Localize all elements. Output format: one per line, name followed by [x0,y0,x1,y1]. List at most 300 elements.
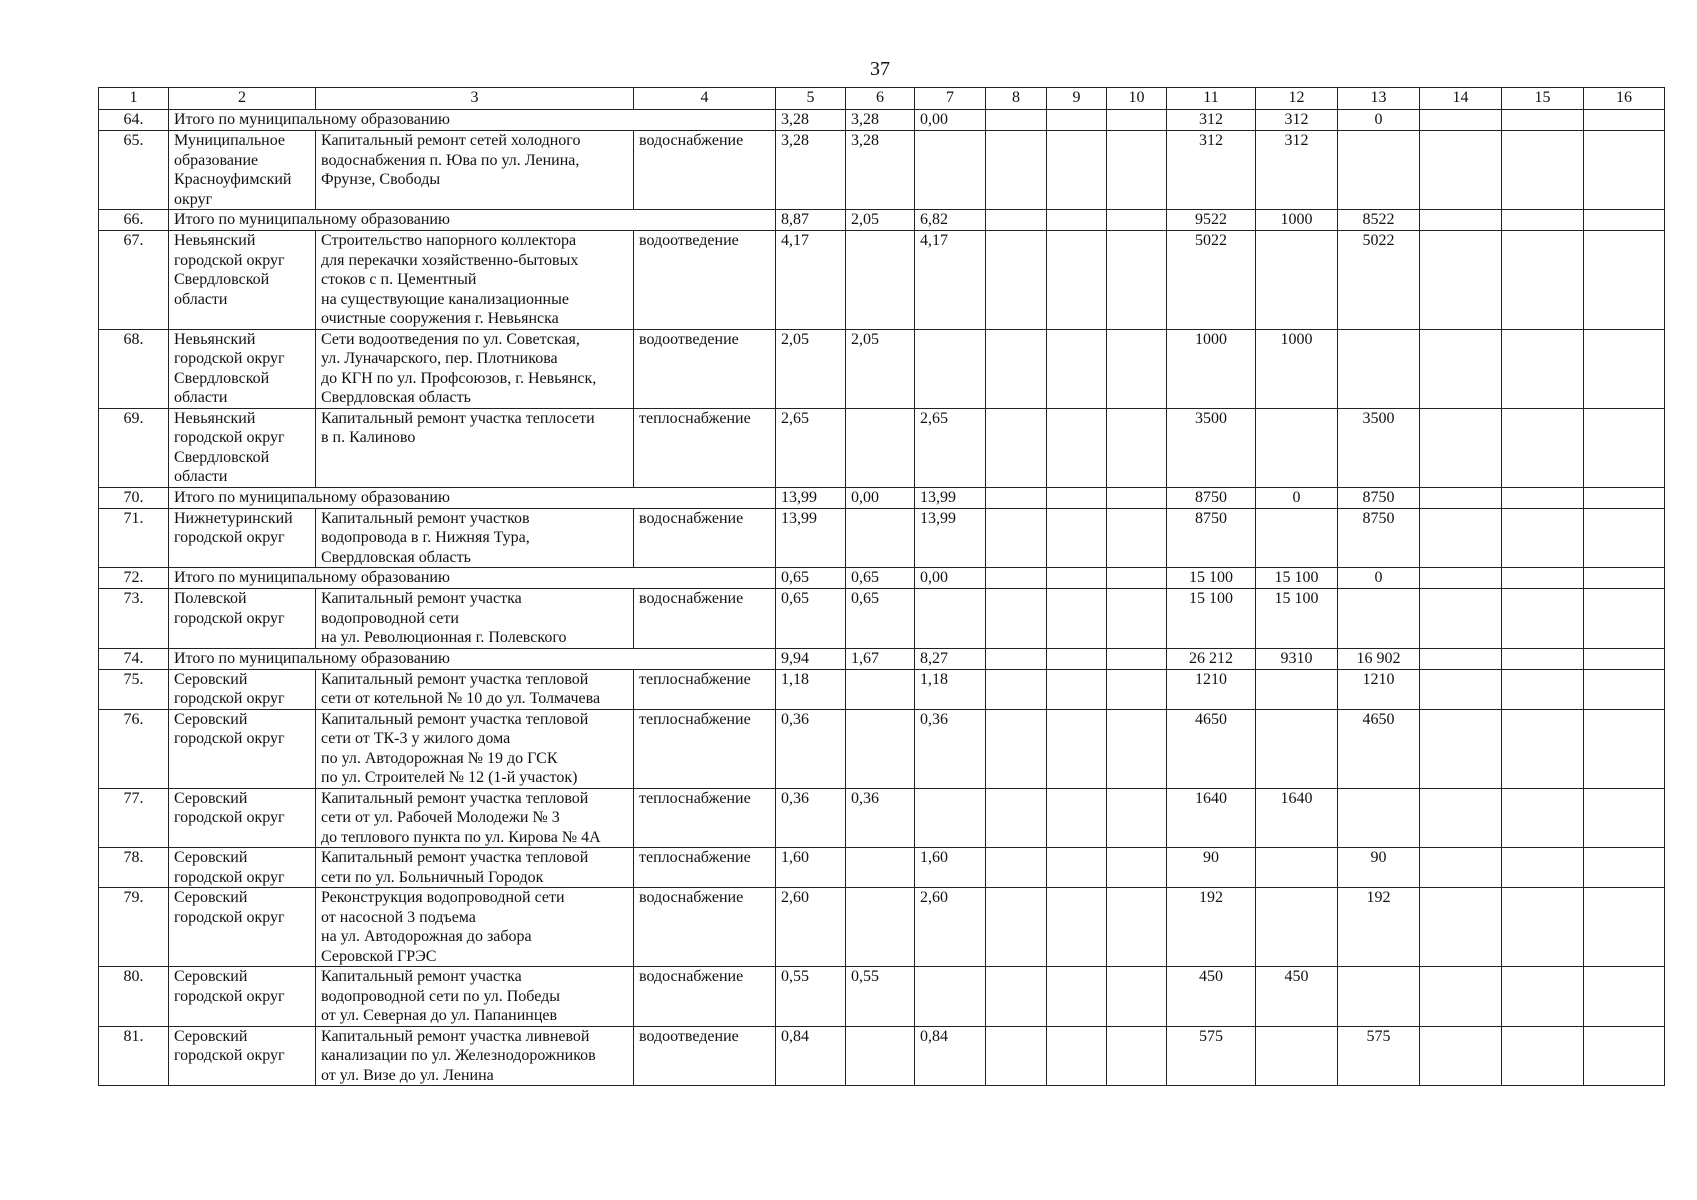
municipality-cell: Серовский городской округ [169,1026,316,1086]
total-row [99,648,1665,669]
empty-cell [1047,709,1107,788]
total-label-cell: Итого по муниципальному образованию [169,568,776,589]
object-cell: Капитальный ремонт участка водопроводной сети по ул. Победы от ул. Северная до ул. Папанинцев [316,967,634,1027]
empty-cell [1502,648,1584,669]
cost-total-cell: 0,65 [776,568,846,589]
amount-col13-cell: 5022 [1338,231,1420,330]
empty-cell [1420,848,1502,888]
empty-cell [1420,709,1502,788]
empty-cell [986,487,1047,508]
amount-col12-cell: 312 [1256,131,1338,210]
amount-col13-cell [1338,967,1420,1027]
empty-cell [1047,568,1107,589]
kind-cell: водоотведение [634,231,776,330]
cost-total-cell: 1,18 [776,669,846,709]
kind-cell: водоснабжение [634,888,776,967]
empty-cell [1502,329,1584,408]
kind-cell: водоснабжение [634,131,776,210]
cost-col6-cell [846,848,915,888]
municipality-cell: Серовский городской округ [169,709,316,788]
header-cell: 1 [99,88,169,110]
cost-total-cell: 0,36 [776,788,846,848]
cost-total-cell: 13,99 [776,508,846,568]
empty-cell [1107,589,1167,649]
cost-col6-cell: 0,65 [846,589,915,649]
empty-cell [1420,487,1502,508]
amount-col12-cell: 1000 [1256,329,1338,408]
empty-cell [1584,329,1665,408]
row-number-cell: 77. [99,788,169,848]
empty-cell [1502,487,1584,508]
empty-cell [1107,329,1167,408]
total-row [99,487,1665,508]
total-label-cell: Итого по муниципальному образованию [169,487,776,508]
amount-total-cell: 5022 [1167,231,1256,330]
amount-col13-cell [1338,329,1420,408]
amount-col13-cell: 4650 [1338,709,1420,788]
empty-cell [1584,888,1665,967]
object-cell: Капитальный ремонт участков водопровода в г. Нижняя Тура, Свердловская область [316,508,634,568]
municipality-cell: Полевской городской округ [169,589,316,649]
amount-col13-cell: 0 [1338,568,1420,589]
cost-total-cell: 0,65 [776,589,846,649]
amount-col12-cell: 1000 [1256,210,1338,231]
empty-cell [1047,648,1107,669]
empty-cell [986,589,1047,649]
cost-col7-cell [915,131,986,210]
cost-col7-cell: 2,60 [915,888,986,967]
empty-cell [1107,669,1167,709]
table-row [99,967,1665,1027]
empty-cell [1502,589,1584,649]
cost-total-cell: 4,17 [776,231,846,330]
cost-col7-cell: 0,00 [915,568,986,589]
header-cell: 13 [1338,88,1420,110]
row-number-cell: 71. [99,508,169,568]
amount-col13-cell: 8750 [1338,487,1420,508]
empty-cell [1047,589,1107,649]
amount-col13-cell [1338,788,1420,848]
empty-cell [986,648,1047,669]
header-cell: 8 [986,88,1047,110]
amount-col13-cell: 192 [1338,888,1420,967]
object-cell: Капитальный ремонт сетей холодного водоснабжения п. Юва по ул. Ленина, Фрунзе, Свободы [316,131,634,210]
empty-cell [1420,589,1502,649]
empty-cell [1420,131,1502,210]
empty-cell [1047,967,1107,1027]
municipality-cell: Серовский городской округ [169,888,316,967]
empty-cell [1420,648,1502,669]
amount-col12-cell [1256,231,1338,330]
row-number-cell: 79. [99,888,169,967]
empty-cell [1047,487,1107,508]
table-row [99,131,1665,210]
object-cell: Реконструкция водопроводной сети от насосной 3 подъема на ул. Автодорожная до забора Серовской ГРЭС [316,888,634,967]
empty-cell [1584,669,1665,709]
cost-total-cell: 0,55 [776,967,846,1027]
object-cell: Капитальный ремонт участка тепловой сети от котельной № 10 до ул. Толмачева [316,669,634,709]
cost-col7-cell [915,329,986,408]
amount-total-cell: 15 100 [1167,589,1256,649]
header-cell: 6 [846,88,915,110]
table-row [99,848,1665,888]
header-cell: 3 [316,88,634,110]
row-number-cell: 67. [99,231,169,330]
cost-col6-cell: 0,65 [846,568,915,589]
cost-total-cell: 13,99 [776,487,846,508]
empty-cell [1502,848,1584,888]
empty-cell [1107,508,1167,568]
amount-total-cell: 3500 [1167,408,1256,487]
empty-cell [986,231,1047,330]
cost-col7-cell [915,589,986,649]
cost-col7-cell: 2,65 [915,408,986,487]
empty-cell [986,1026,1047,1086]
municipality-cell: Серовский городской округ [169,967,316,1027]
total-label-cell: Итого по муниципальному образованию [169,210,776,231]
empty-cell [1047,231,1107,330]
empty-cell [986,110,1047,131]
empty-cell [1584,788,1665,848]
empty-cell [1107,131,1167,210]
empty-cell [1502,788,1584,848]
empty-cell [1502,1026,1584,1086]
cost-col6-cell: 2,05 [846,210,915,231]
row-number-cell: 75. [99,669,169,709]
amount-total-cell: 450 [1167,967,1256,1027]
kind-cell: теплоснабжение [634,669,776,709]
empty-cell [1047,210,1107,231]
row-number-cell: 64. [99,110,169,131]
cost-col6-cell: 0,00 [846,487,915,508]
empty-cell [1502,709,1584,788]
empty-cell [1107,848,1167,888]
empty-cell [1047,848,1107,888]
amount-total-cell: 9522 [1167,210,1256,231]
amount-col12-cell [1256,888,1338,967]
amount-col12-cell: 0 [1256,487,1338,508]
amount-total-cell: 8750 [1167,487,1256,508]
cost-total-cell: 0,36 [776,709,846,788]
cost-col7-cell: 4,17 [915,231,986,330]
empty-cell [1502,131,1584,210]
empty-cell [986,568,1047,589]
kind-cell: теплоснабжение [634,408,776,487]
empty-cell [1107,231,1167,330]
amount-col12-cell [1256,669,1338,709]
empty-cell [1502,967,1584,1027]
table-row [99,788,1665,848]
header-cell: 2 [169,88,316,110]
cost-total-cell: 2,60 [776,888,846,967]
amount-total-cell: 90 [1167,848,1256,888]
empty-cell [1047,888,1107,967]
empty-cell [1584,487,1665,508]
municipality-cell: Невьянский городской округ Свердловской области [169,231,316,330]
amount-total-cell: 1210 [1167,669,1256,709]
cost-total-cell: 3,28 [776,131,846,210]
empty-cell [1107,1026,1167,1086]
amount-col12-cell: 312 [1256,110,1338,131]
kind-cell: водоснабжение [634,589,776,649]
municipality-cell: Невьянский городской округ Свердловской области [169,329,316,408]
empty-cell [986,508,1047,568]
row-number-cell: 65. [99,131,169,210]
empty-cell [1107,788,1167,848]
empty-cell [1502,110,1584,131]
cost-col6-cell [846,888,915,967]
header-cell: 10 [1107,88,1167,110]
cost-total-cell: 0,84 [776,1026,846,1086]
row-number-cell: 66. [99,210,169,231]
total-row [99,110,1665,131]
kind-cell: водоснабжение [634,508,776,568]
header-cell: 4 [634,88,776,110]
amount-total-cell: 312 [1167,110,1256,131]
row-number-cell: 81. [99,1026,169,1086]
kind-cell: водоотведение [634,1026,776,1086]
cost-total-cell: 2,65 [776,408,846,487]
cost-col6-cell: 1,67 [846,648,915,669]
amount-total-cell: 15 100 [1167,568,1256,589]
object-cell: Капитальный ремонт участка тепловой сети от ТК-3 у жилого дома по ул. Автодорожная № 19 до ГСК по ул. Строителей № 12 (1-й участок) [316,709,634,788]
object-cell: Сети водоотведения по ул. Советская, ул. Луначарского, пер. Плотникова до КГН по ул. Профсоюзов, г. Невьянск, Свердловская область [316,329,634,408]
empty-cell [1047,408,1107,487]
amount-total-cell: 26 212 [1167,648,1256,669]
empty-cell [1420,329,1502,408]
row-number-cell: 73. [99,589,169,649]
empty-cell [1107,648,1167,669]
cost-total-cell: 3,28 [776,110,846,131]
header-cell: 14 [1420,88,1502,110]
cost-col7-cell: 0,36 [915,709,986,788]
object-cell: Капитальный ремонт участка водопроводной сети на ул. Революционная г. Полевского [316,589,634,649]
row-number-cell: 69. [99,408,169,487]
kind-cell: теплоснабжение [634,788,776,848]
kind-cell: теплоснабжение [634,848,776,888]
kind-cell: водоснабжение [634,967,776,1027]
empty-cell [1420,669,1502,709]
amount-total-cell: 4650 [1167,709,1256,788]
empty-cell [1584,589,1665,649]
object-cell: Капитальный ремонт участка теплосети в п. Калиново [316,408,634,487]
empty-cell [986,669,1047,709]
empty-cell [1107,210,1167,231]
header-row [99,88,1665,110]
table-row [99,231,1665,330]
empty-cell [1107,487,1167,508]
cost-col6-cell [846,408,915,487]
cost-col6-cell: 3,28 [846,131,915,210]
empty-cell [1107,709,1167,788]
amount-col12-cell: 15 100 [1256,568,1338,589]
table-row [99,888,1665,967]
amount-col13-cell: 16 902 [1338,648,1420,669]
object-cell: Строительство напорного коллектора для перекачки хозяйственно-бытовых стоков с п. Цементный на существующие канализационные очистные сооружения г. Невьянска [316,231,634,330]
amount-col12-cell [1256,848,1338,888]
header-cell: 7 [915,88,986,110]
amount-col12-cell: 15 100 [1256,589,1338,649]
municipality-cell: Муниципальное образование Красноуфимский округ [169,131,316,210]
cost-col7-cell [915,788,986,848]
empty-cell [1502,669,1584,709]
amount-col13-cell [1338,589,1420,649]
kind-cell: теплоснабжение [634,709,776,788]
row-number-cell: 72. [99,568,169,589]
cost-col7-cell: 0,00 [915,110,986,131]
amount-total-cell: 8750 [1167,508,1256,568]
empty-cell [1502,508,1584,568]
amount-total-cell: 575 [1167,1026,1256,1086]
header-cell: 15 [1502,88,1584,110]
empty-cell [1047,508,1107,568]
empty-cell [986,788,1047,848]
cost-col6-cell: 2,05 [846,329,915,408]
cost-total-cell: 2,05 [776,329,846,408]
row-number-cell: 80. [99,967,169,1027]
table-row [99,408,1665,487]
empty-cell [986,888,1047,967]
empty-cell [1420,408,1502,487]
empty-cell [1047,131,1107,210]
row-number-cell: 76. [99,709,169,788]
empty-cell [1584,1026,1665,1086]
cost-col6-cell [846,231,915,330]
header-cell: 16 [1584,88,1665,110]
cost-total-cell: 9,94 [776,648,846,669]
empty-cell [1107,967,1167,1027]
empty-cell [1047,788,1107,848]
amount-col13-cell: 3500 [1338,408,1420,487]
empty-cell [1047,669,1107,709]
empty-cell [1584,709,1665,788]
empty-cell [1107,110,1167,131]
empty-cell [1420,210,1502,231]
empty-cell [1107,568,1167,589]
empty-cell [986,408,1047,487]
amount-col12-cell: 9310 [1256,648,1338,669]
amount-col12-cell [1256,1026,1338,1086]
cost-col7-cell: 1,18 [915,669,986,709]
empty-cell [1047,1026,1107,1086]
amount-total-cell: 1640 [1167,788,1256,848]
table-row [99,1026,1665,1086]
empty-cell [1584,568,1665,589]
empty-cell [1047,329,1107,408]
empty-cell [986,131,1047,210]
amount-col12-cell: 450 [1256,967,1338,1027]
amount-total-cell: 312 [1167,131,1256,210]
cost-col7-cell [915,967,986,1027]
amount-col12-cell: 1640 [1256,788,1338,848]
empty-cell [986,967,1047,1027]
amount-col13-cell: 8522 [1338,210,1420,231]
empty-cell [1107,888,1167,967]
row-number-cell: 68. [99,329,169,408]
empty-cell [1420,888,1502,967]
cost-col6-cell: 3,28 [846,110,915,131]
municipality-cell: Серовский городской округ [169,788,316,848]
cost-col6-cell: 0,55 [846,967,915,1027]
total-label-cell: Итого по муниципальному образованию [169,648,776,669]
empty-cell [1420,568,1502,589]
header-cell: 9 [1047,88,1107,110]
object-cell: Капитальный ремонт участка тепловой сети по ул. Больничный Городок [316,848,634,888]
empty-cell [1584,848,1665,888]
empty-cell [1584,131,1665,210]
row-number-cell: 78. [99,848,169,888]
amount-total-cell: 192 [1167,888,1256,967]
empty-cell [986,709,1047,788]
amount-col13-cell: 8750 [1338,508,1420,568]
cost-col6-cell [846,709,915,788]
municipality-cell: Серовский городской округ [169,848,316,888]
empty-cell [1420,110,1502,131]
program-table [98,87,1665,1086]
empty-cell [986,848,1047,888]
empty-cell [1502,408,1584,487]
cost-col6-cell [846,508,915,568]
empty-cell [1047,110,1107,131]
header-cell: 12 [1256,88,1338,110]
empty-cell [1420,788,1502,848]
empty-cell [1584,408,1665,487]
empty-cell [1420,967,1502,1027]
header-cell: 5 [776,88,846,110]
cost-col7-cell: 13,99 [915,487,986,508]
amount-col13-cell: 0 [1338,110,1420,131]
cost-col6-cell [846,669,915,709]
empty-cell [1502,568,1584,589]
empty-cell [986,210,1047,231]
empty-cell [1584,508,1665,568]
cost-total-cell: 1,60 [776,848,846,888]
empty-cell [1107,408,1167,487]
page-number: 37 [870,58,890,80]
amount-col12-cell [1256,709,1338,788]
municipality-cell: Серовский городской округ [169,669,316,709]
municipality-cell: Нижнетуринский городской округ [169,508,316,568]
total-row [99,210,1665,231]
amount-col12-cell [1256,508,1338,568]
table-row [99,508,1665,568]
object-cell: Капитальный ремонт участка ливневой канализации по ул. Железнодорожников от ул. Визе до ул. Ленина [316,1026,634,1086]
total-row [99,568,1665,589]
cost-col6-cell: 0,36 [846,788,915,848]
object-cell: Капитальный ремонт участка тепловой сети от ул. Рабочей Молодежи № 3 до теплового пункта по ул. Кирова № 4А [316,788,634,848]
cost-col7-cell: 6,82 [915,210,986,231]
row-number-cell: 74. [99,648,169,669]
empty-cell [1420,508,1502,568]
municipality-cell: Невьянский городской округ Свердловской области [169,408,316,487]
cost-total-cell: 8,87 [776,210,846,231]
empty-cell [1420,231,1502,330]
empty-cell [1502,231,1584,330]
kind-cell: водоотведение [634,329,776,408]
cost-col6-cell [846,1026,915,1086]
empty-cell [1584,231,1665,330]
amount-col13-cell: 90 [1338,848,1420,888]
empty-cell [1584,967,1665,1027]
empty-cell [1502,210,1584,231]
cost-col7-cell: 1,60 [915,848,986,888]
table-row [99,669,1665,709]
header-cell: 11 [1167,88,1256,110]
amount-col13-cell: 1210 [1338,669,1420,709]
empty-cell [1502,888,1584,967]
amount-total-cell: 1000 [1167,329,1256,408]
table-row [99,589,1665,649]
